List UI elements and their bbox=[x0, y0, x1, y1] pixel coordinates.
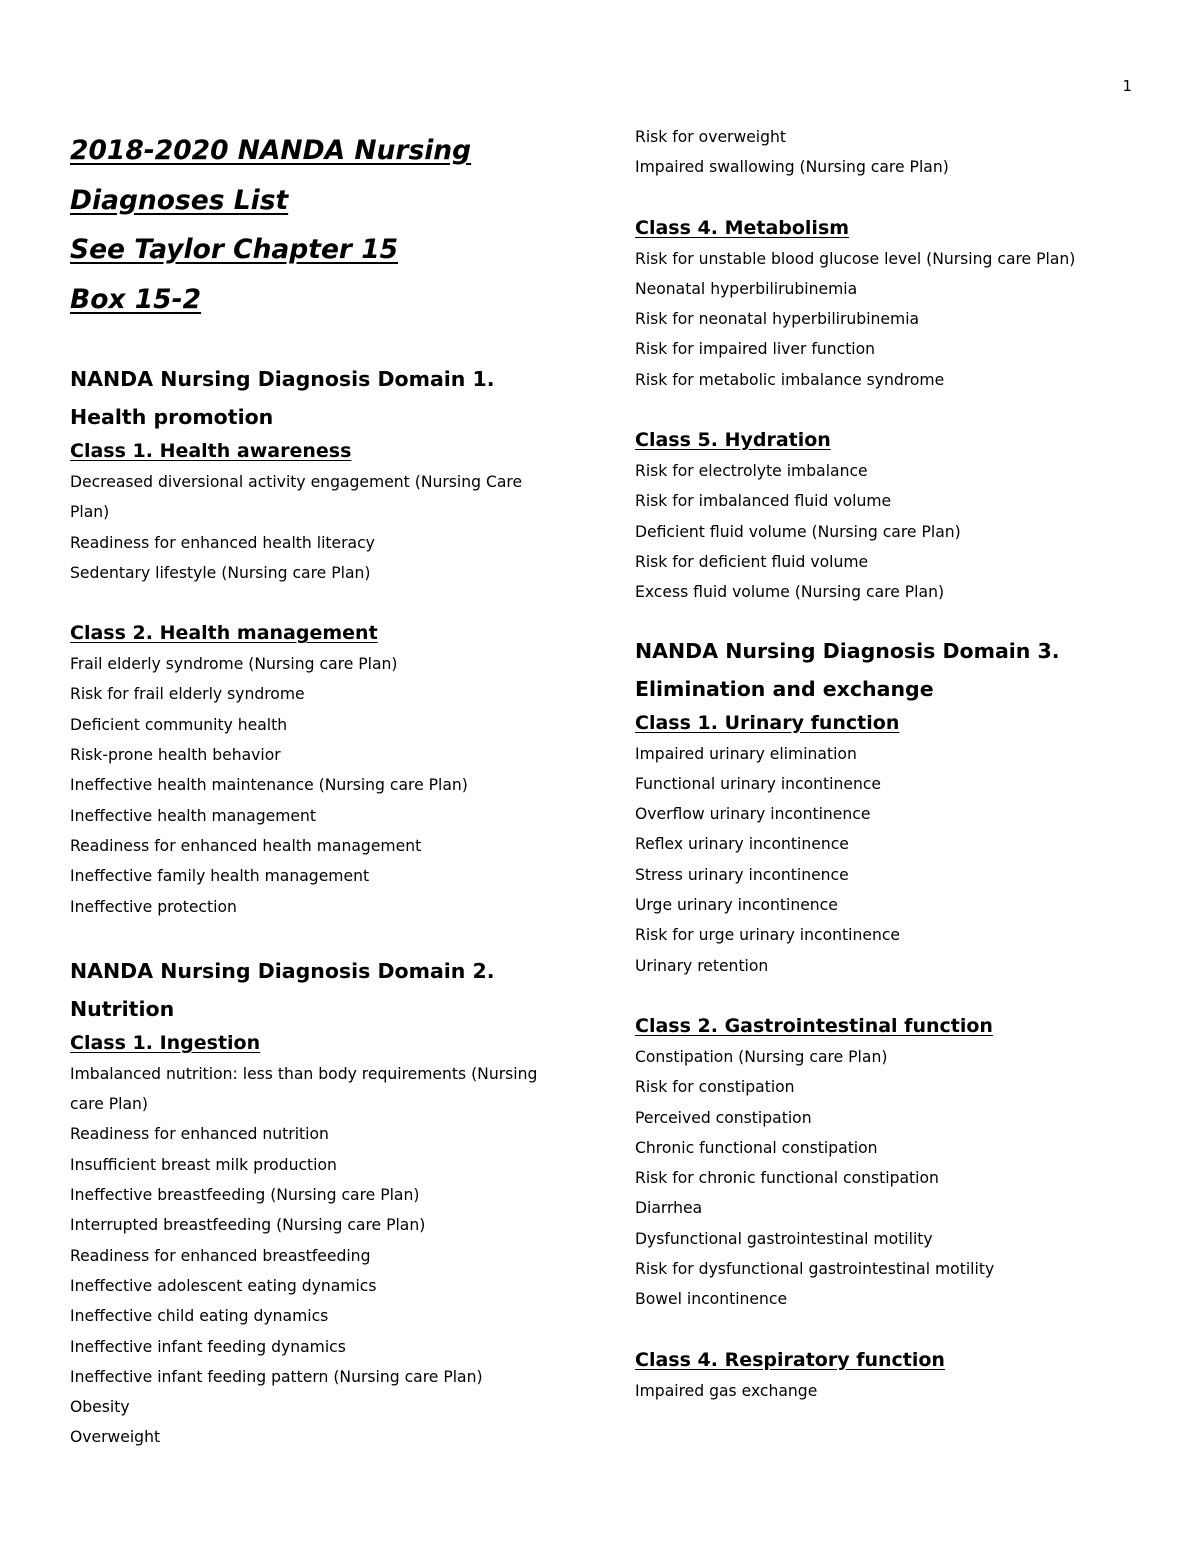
list-item: Ineffective infant feeding pattern (Nursing care Plan) bbox=[70, 1367, 483, 1386]
list-item: Risk for chronic functional constipation bbox=[635, 1169, 939, 1188]
list-item: Ineffective health maintenance (Nursing care Plan) bbox=[70, 776, 468, 795]
class-heading-metabolism: Class 4. Metabolism bbox=[635, 216, 850, 239]
list-item: Risk-prone health behavior bbox=[70, 746, 281, 765]
list-item: Overweight bbox=[70, 1428, 161, 1447]
class-heading-respiratory-function: Class 4. Respiratory function bbox=[635, 1348, 945, 1371]
list-item: Readiness for enhanced nutrition bbox=[70, 1125, 329, 1144]
ingestion-list bbox=[70, 1059, 590, 1453]
left-column bbox=[70, 122, 590, 1453]
urinary-function-list bbox=[635, 739, 1165, 981]
list-item: Risk for imbalanced fluid volume bbox=[635, 492, 892, 511]
list-item: Functional urinary incontinence bbox=[635, 774, 882, 793]
list-item: Risk for impaired liver function bbox=[635, 340, 876, 359]
list-item: Ineffective infant feeding dynamics bbox=[70, 1337, 346, 1356]
ingestion-list-continued bbox=[635, 122, 1165, 183]
title-line: 2018-2020 NANDA Nursing bbox=[70, 135, 472, 166]
list-item: Deficient fluid volume (Nursing care Plan) bbox=[635, 522, 961, 541]
class-heading-hydration: Class 5. Hydration bbox=[635, 429, 831, 452]
list-item: Dysfunctional gastrointestinal motility bbox=[635, 1229, 933, 1248]
list-item: Ineffective breastfeeding (Nursing care Plan) bbox=[70, 1186, 420, 1205]
list-item: Diarrhea bbox=[635, 1199, 703, 1218]
list-item: Risk for metabolic imbalance syndrome bbox=[635, 370, 945, 389]
list-item: Impaired swallowing (Nursing care Plan) bbox=[635, 158, 949, 177]
list-item: Readiness for enhanced health management bbox=[70, 836, 422, 855]
list-item: Obesity bbox=[70, 1398, 130, 1417]
domain-heading-line: NANDA Nursing Diagnosis Domain 3. bbox=[635, 638, 1060, 663]
domain-heading-line: NANDA Nursing Diagnosis Domain 1. bbox=[70, 367, 495, 391]
domain-3-heading bbox=[635, 632, 1165, 708]
domain-1-heading bbox=[70, 360, 590, 436]
list-item: Sedentary lifestyle (Nursing care Plan) bbox=[70, 563, 371, 582]
right-column bbox=[635, 122, 1165, 1406]
list-item: Imbalanced nutrition: less than body requirements (Nursing care Plan) bbox=[70, 1064, 538, 1114]
list-item: Risk for electrolyte imbalance bbox=[635, 462, 868, 481]
list-item: Overflow urinary incontinence bbox=[635, 805, 871, 824]
list-item: Frail elderly syndrome (Nursing care Plan) bbox=[70, 655, 398, 674]
class-heading-ingestion: Class 1. Ingestion bbox=[70, 1031, 261, 1054]
list-item: Interrupted breastfeeding (Nursing care Plan) bbox=[70, 1216, 426, 1235]
list-item: Excess fluid volume (Nursing care Plan) bbox=[635, 583, 945, 602]
domain-heading-line: Nutrition bbox=[70, 996, 175, 1021]
list-item: Bowel incontinence bbox=[635, 1290, 788, 1309]
domain-heading-line: Health promotion bbox=[70, 405, 274, 429]
domain-2-heading bbox=[70, 952, 590, 1028]
metabolism-list bbox=[635, 244, 1165, 395]
title-line: Diagnoses List bbox=[70, 184, 289, 216]
list-item: Risk for neonatal hyperbilirubinemia bbox=[635, 310, 920, 329]
list-item: Ineffective protection bbox=[70, 897, 237, 916]
class-heading-health-awareness: Class 1. Health awareness bbox=[70, 440, 352, 462]
list-item: Decreased diversional activity engagement (Nursing Care Plan) bbox=[70, 473, 523, 522]
list-item: Impaired urinary elimination bbox=[635, 744, 857, 763]
list-item: Reflex urinary incontinence bbox=[635, 835, 849, 854]
list-item: Ineffective family health management bbox=[70, 867, 370, 886]
list-item: Insufficient breast milk production bbox=[70, 1155, 337, 1174]
domain-heading-line: Elimination and exchange bbox=[635, 676, 934, 701]
title-line: Box 15-2 bbox=[70, 283, 202, 315]
domain-heading-line: NANDA Nursing Diagnosis Domain 2. bbox=[70, 958, 495, 983]
class-heading-health-management: Class 2. Health management bbox=[70, 622, 378, 645]
list-item: Risk for dysfunctional gastrointestinal motility bbox=[635, 1260, 995, 1279]
list-item: Urge urinary incontinence bbox=[635, 896, 838, 915]
list-item: Risk for frail elderly syndrome bbox=[70, 685, 305, 704]
list-item: Risk for deficient fluid volume bbox=[635, 552, 869, 571]
list-item: Risk for unstable blood glucose level (Nursing care Plan) bbox=[635, 249, 1076, 268]
list-item: Urinary retention bbox=[635, 956, 769, 975]
health-management-list bbox=[70, 649, 590, 922]
hydration-list bbox=[635, 456, 1165, 607]
page-number: 1 bbox=[1122, 77, 1132, 95]
class-heading-urinary-function: Class 1. Urinary function bbox=[635, 711, 900, 734]
document-title bbox=[70, 126, 590, 324]
list-item: Constipation (Nursing care Plan) bbox=[635, 1047, 888, 1066]
list-item: Ineffective health management bbox=[70, 806, 316, 825]
list-item: Stress urinary incontinence bbox=[635, 865, 849, 884]
list-item: Neonatal hyperbilirubinemia bbox=[635, 279, 858, 298]
class-heading-gastrointestinal-function: Class 2. Gastrointestinal function bbox=[635, 1014, 993, 1037]
list-item: Readiness for enhanced health literacy bbox=[70, 533, 375, 552]
respiratory-function-list bbox=[635, 1376, 1165, 1406]
list-item: Impaired gas exchange bbox=[635, 1381, 818, 1400]
list-item: Risk for urge urinary incontinence bbox=[635, 926, 900, 945]
list-item: Ineffective adolescent eating dynamics bbox=[70, 1276, 377, 1295]
title-line: See Taylor Chapter 15 bbox=[70, 234, 399, 265]
list-item: Chronic functional constipation bbox=[635, 1138, 878, 1157]
health-awareness-list bbox=[70, 467, 590, 588]
list-item: Readiness for enhanced breastfeeding bbox=[70, 1246, 371, 1265]
list-item: Ineffective child eating dynamics bbox=[70, 1307, 329, 1326]
list-item: Deficient community health bbox=[70, 715, 288, 734]
list-item: Risk for constipation bbox=[635, 1078, 795, 1097]
gastrointestinal-function-list bbox=[635, 1042, 1165, 1315]
list-item: Risk for overweight bbox=[635, 128, 787, 146]
list-item: Perceived constipation bbox=[635, 1108, 812, 1127]
